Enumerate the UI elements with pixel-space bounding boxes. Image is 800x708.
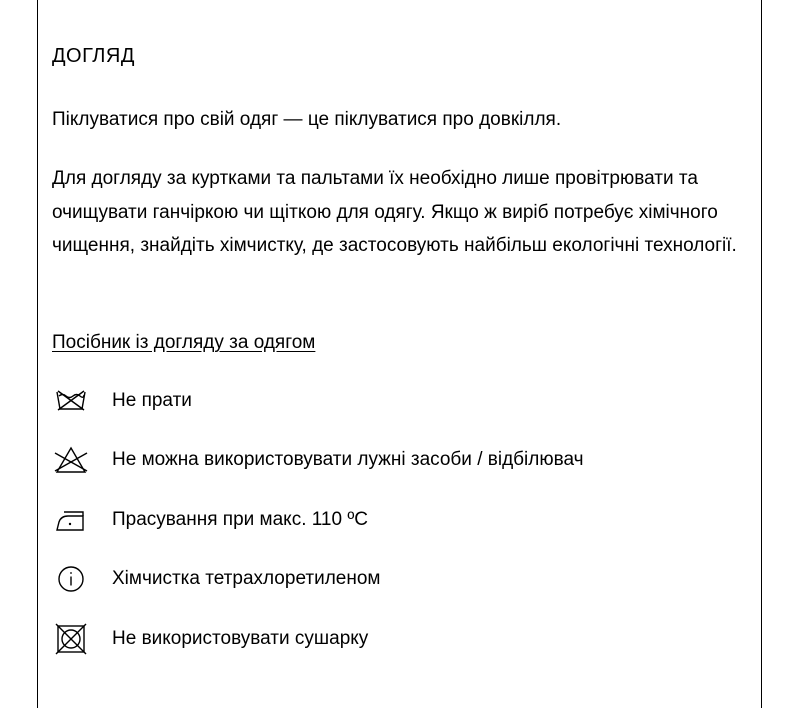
section-title: ДОГЛЯД (52, 45, 135, 67)
care-item-do-not-bleach (52, 440, 752, 480)
care-item-dry-clean (52, 559, 752, 599)
care-item-no-tumble-dry (52, 619, 752, 659)
care-item-label: Не використовувати сушарку (112, 628, 369, 649)
care-item-label: Хімчистка тетрахлоретиленом (112, 568, 381, 589)
care-guide-link[interactable]: Посібник із догляду за одягом (52, 332, 316, 353)
care-item-label: Прасування при макс. 110 ºC (112, 509, 368, 530)
care-item-label: Не можна використовувати лужні засоби / відбілювач (112, 449, 584, 470)
iron-low-icon (52, 502, 90, 538)
do-not-tumble-dry-icon (52, 621, 90, 657)
dry-clean-tetrachloroethylene-icon (52, 561, 90, 597)
care-item-iron (52, 500, 752, 540)
care-description: Для догляду за куртками та пальтами їх необхідно лише провітрювати та очищувати ганчіркою чи щіткою для одягу. Якщо ж виріб потребує хімічного чищення, знайдіть хімчистку, де застосовують найбільш екологічні технології. (52, 168, 737, 256)
care-item-label: Не прати (112, 390, 192, 411)
intro-text: Піклуватися про свій одяг — це піклуватися про довкілля. (52, 109, 562, 130)
do-not-wash-icon (52, 383, 90, 419)
care-item-do-not-wash (52, 381, 752, 421)
do-not-bleach-icon (52, 442, 90, 478)
